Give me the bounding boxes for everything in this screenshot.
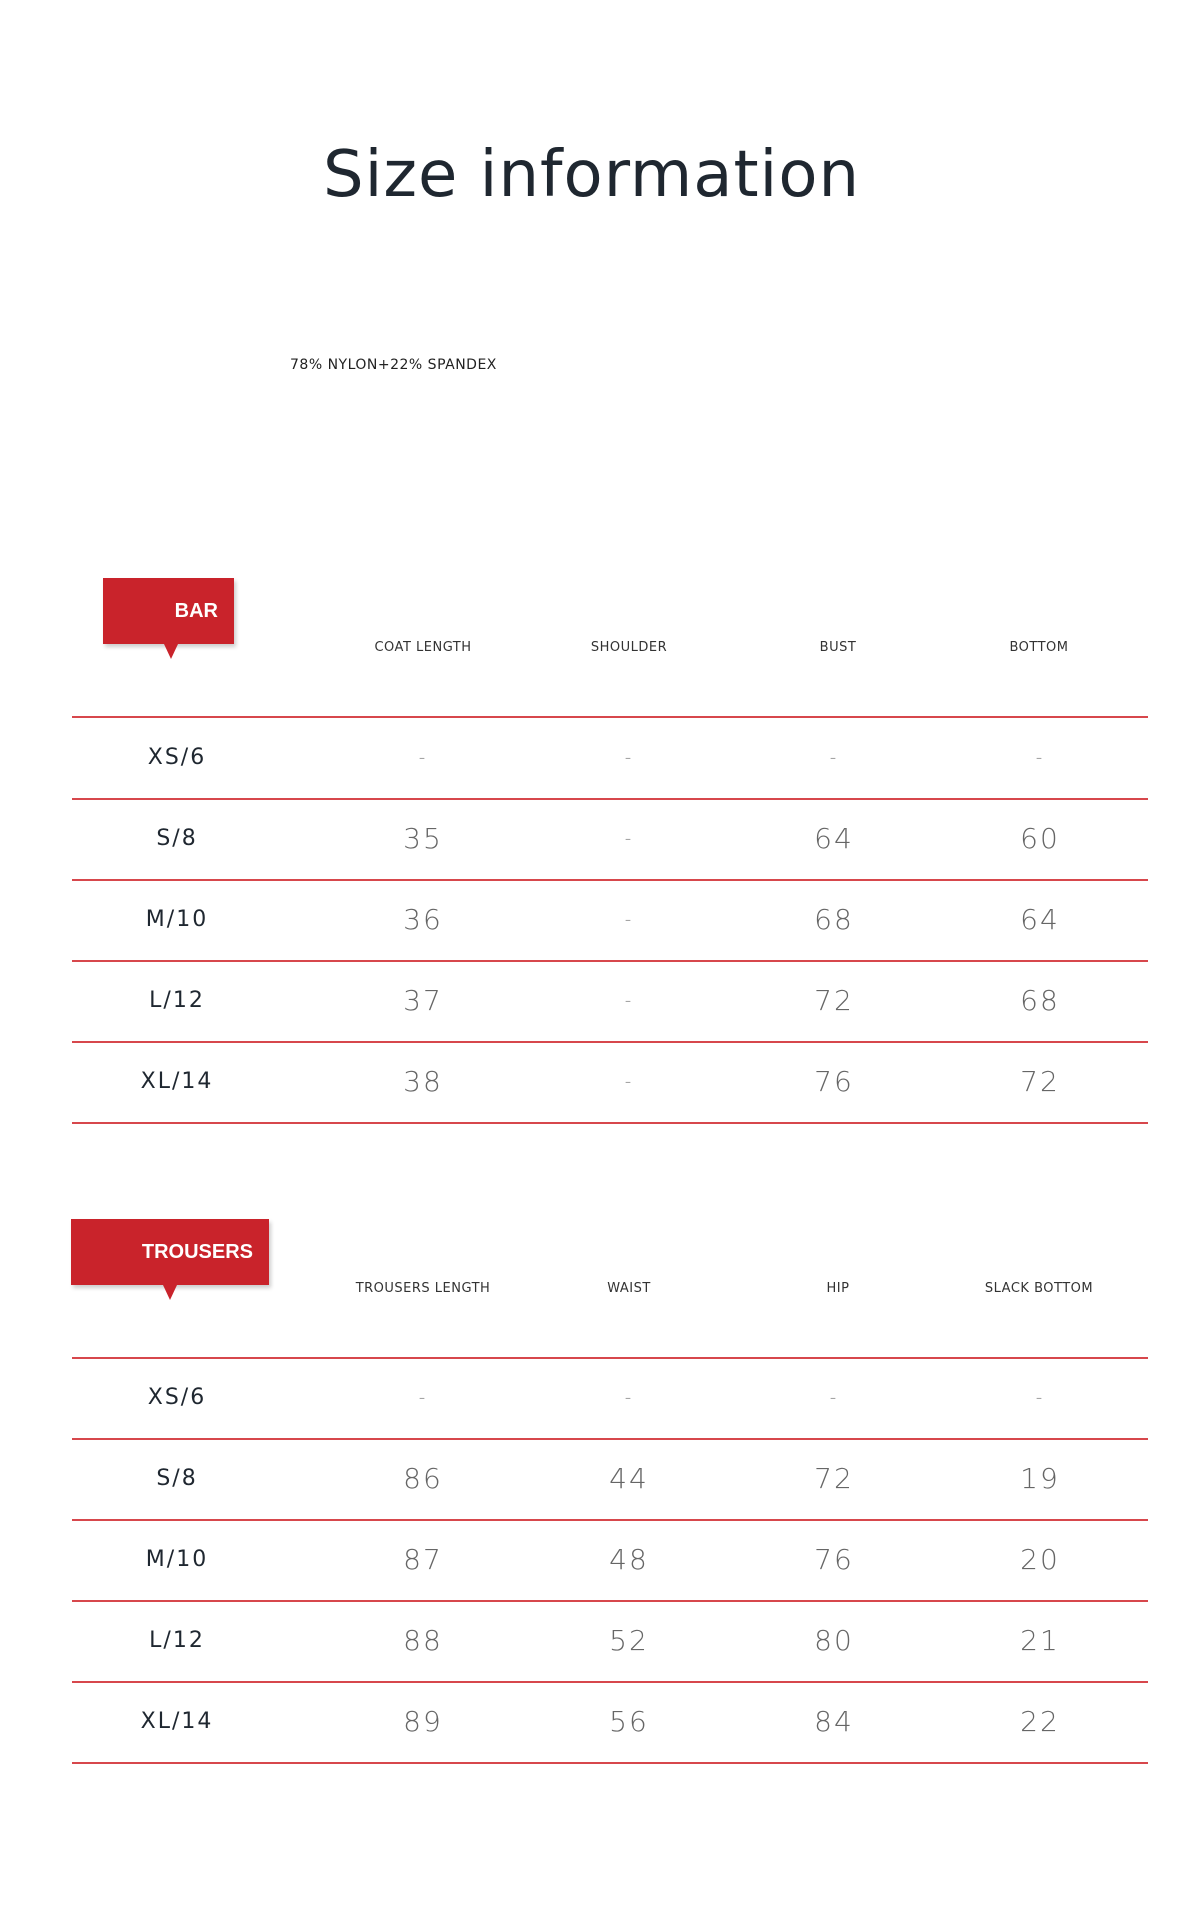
table-cell: 19 — [1020, 1462, 1060, 1495]
table-cell: 76 — [814, 1543, 854, 1576]
column-header: SHOULDER — [590, 640, 668, 655]
table-cell: 52 — [609, 1624, 649, 1657]
column-header: BOTTOM — [1009, 640, 1069, 655]
tag-pointer-icon — [164, 644, 178, 659]
table-row — [0, 1682, 1183, 1762]
table-cell: 80 — [814, 1624, 854, 1657]
table-cell: 38 — [403, 1065, 443, 1098]
size-label: L/12 — [149, 1628, 205, 1653]
table-cell: - — [829, 747, 839, 768]
table-cell: 21 — [1020, 1624, 1060, 1657]
column-header: TROUSERS LENGTH — [355, 1281, 491, 1296]
table-row — [0, 961, 1183, 1041]
table-cell: 68 — [1020, 984, 1060, 1017]
table-cell: - — [1035, 1387, 1045, 1408]
table-cell: 60 — [1020, 822, 1060, 855]
table-cell: 36 — [403, 903, 443, 936]
size-label: XL/14 — [140, 1709, 214, 1734]
material-composition: 78% NYLON+22% SPANDEX — [290, 357, 497, 373]
table-cell: - — [829, 1387, 839, 1408]
column-header: COAT LENGTH — [374, 640, 472, 655]
table-row — [0, 1358, 1183, 1438]
size-label: XL/14 — [140, 1069, 214, 1094]
table-cell: 87 — [403, 1543, 443, 1576]
column-header: HIP — [826, 1281, 850, 1296]
size-label: S/8 — [156, 826, 198, 851]
table-cell: 56 — [609, 1705, 649, 1738]
table-cell: 76 — [814, 1065, 854, 1098]
size-label: XS/6 — [147, 1385, 207, 1410]
table-row — [0, 1042, 1183, 1122]
table-cell: - — [418, 1387, 428, 1408]
table-cell: 64 — [814, 822, 854, 855]
table-cell: 68 — [814, 903, 854, 936]
table-cell: - — [624, 909, 634, 930]
table-cell: 89 — [403, 1705, 443, 1738]
size-label: S/8 — [156, 1466, 198, 1491]
table-row — [0, 880, 1183, 960]
column-header: WAIST — [607, 1281, 651, 1296]
table-cell: - — [1035, 747, 1045, 768]
size-label: XS/6 — [147, 745, 207, 770]
table-row — [0, 1439, 1183, 1519]
table-cell: 48 — [609, 1543, 649, 1576]
table-row — [0, 1601, 1183, 1681]
table-row — [0, 1520, 1183, 1600]
table-row — [0, 718, 1183, 798]
table-cell: 22 — [1020, 1705, 1060, 1738]
trousers-section-tag — [71, 1219, 269, 1285]
table-cell: 72 — [814, 984, 854, 1017]
trousers-section-label: TROUSERS — [141, 1240, 253, 1263]
table-cell: 72 — [814, 1462, 854, 1495]
column-header: SLACK BOTTOM — [984, 1281, 1094, 1296]
table-cell: - — [624, 990, 634, 1011]
table-cell: 84 — [814, 1705, 854, 1738]
table-cell: 20 — [1020, 1543, 1060, 1576]
column-header: BUST — [819, 640, 857, 655]
tag-pointer-icon — [163, 1285, 177, 1300]
page-title: Size information — [322, 138, 861, 212]
bar-section-tag — [103, 578, 234, 644]
table-row — [0, 799, 1183, 879]
table-cell: - — [624, 747, 634, 768]
table-cell: 86 — [403, 1462, 443, 1495]
table-cell: 72 — [1020, 1065, 1060, 1098]
size-label: M/10 — [145, 907, 209, 932]
table-divider — [72, 1122, 1148, 1124]
table-cell: 37 — [403, 984, 443, 1017]
table-cell: 88 — [403, 1624, 443, 1657]
table-cell: 35 — [403, 822, 443, 855]
table-cell: - — [624, 1387, 634, 1408]
size-label: L/12 — [149, 988, 205, 1013]
table-cell: - — [624, 828, 634, 849]
table-cell: 44 — [609, 1462, 649, 1495]
table-cell: - — [624, 1071, 634, 1092]
table-cell: - — [418, 747, 428, 768]
size-label: M/10 — [145, 1547, 209, 1572]
table-divider — [72, 1762, 1148, 1764]
table-cell: 64 — [1020, 903, 1060, 936]
bar-section-label: BAR — [174, 599, 218, 622]
